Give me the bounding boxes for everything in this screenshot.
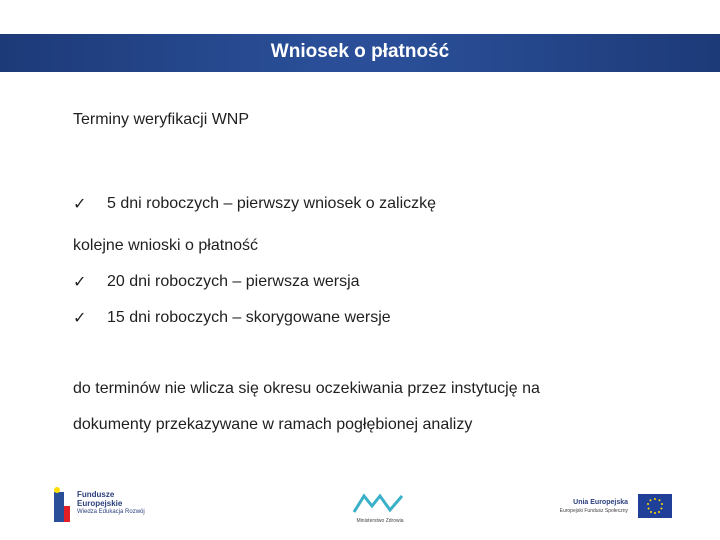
list-item-text: 15 dni roboczych – skorygowane wersje <box>107 309 391 326</box>
subheading: kolejne wnioski o płatność <box>73 237 258 254</box>
eu-title: Unia Europejska <box>573 499 628 506</box>
list-item-text: 5 dni roboczych – pierwszy wniosek o zaliczkę <box>107 195 437 212</box>
list-item-text: 20 dni roboczych – pierwsza wersja <box>107 273 360 290</box>
fundusze-europejskie-logo <box>50 486 175 530</box>
checkmark-icon: ✓ <box>73 272 87 291</box>
section-heading: Terminy weryfikacji WNP <box>73 111 250 128</box>
ministerstwo-zdrowia-logo <box>350 490 420 530</box>
fe-subtitle: Wiedza Edukacja Rozwój <box>77 509 145 515</box>
fe-mark-icon <box>50 486 72 526</box>
checkmark-icon: ✓ <box>73 194 87 213</box>
mz-mark-icon <box>350 490 410 516</box>
fe-title-line2: Europejskie <box>77 499 123 508</box>
note-line: dokumenty przekazywane w ramach pogłębionej analizy <box>73 416 473 433</box>
title-bar <box>0 34 720 72</box>
fe-title-line1: Fundusze <box>77 490 115 499</box>
eu-subtitle: Europejski Fundusz Społeczny <box>559 508 628 514</box>
page-title: Wniosek o płatność <box>270 41 450 62</box>
note-line: do terminów nie wlicza się okresu oczekiwania przez instytucję na <box>73 380 540 397</box>
checkmark-icon: ✓ <box>73 308 87 327</box>
mz-subtitle: Ministerstwo Zdrowia <box>356 518 404 524</box>
eu-flag-icon <box>638 494 672 518</box>
eu-logo <box>548 492 678 522</box>
